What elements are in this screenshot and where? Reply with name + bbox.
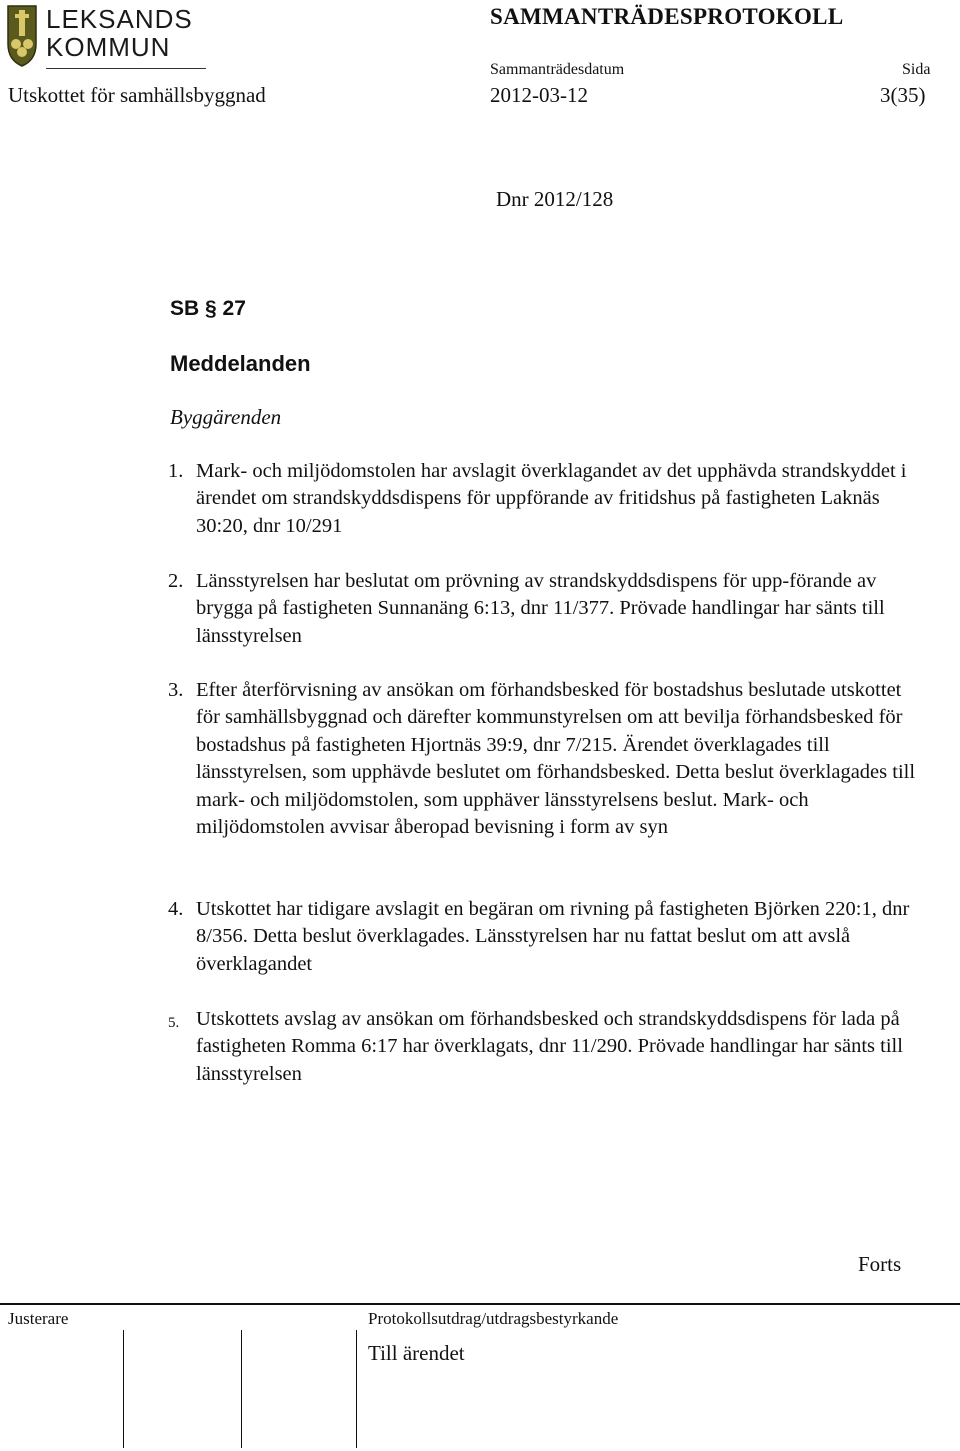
list-item — [168, 458, 918, 540]
list-item-number: 1. — [168, 460, 184, 482]
list-item-number: 3. — [168, 679, 184, 701]
case-number: Dnr 2012/128 — [496, 187, 614, 211]
page-number: 3(35) — [880, 83, 926, 107]
adjusters-label: Justerare — [8, 1309, 69, 1328]
logo-divider — [46, 68, 206, 69]
signature-box-divider — [356, 1330, 357, 1448]
list-item-number: 4. — [168, 898, 184, 920]
list-item-text: Efter återförvisning av ansökan om förhandsbesked för bostadshus beslutade utskottet för samhällsbyggnad och därefter kommunstyrelsen om att bevilja förhandsbesked för bostadshus på fastigheten Hjortnäs 39:9, dnr 7/215. Ärendet överklagades till länsstyrelsen, som upphävde beslutet om förhandsbesked. Detta beslut överklagades till mark- och miljödomstolen, som upphäver länsstyrelsens beslut. Mark- och miljödomstolen avvisar åberopad bevisning i form av syn — [196, 679, 916, 839]
list-item-number: 5. — [168, 1015, 180, 1031]
list-item-text: Länsstyrelsen har beslutat om prövning av strandskyddsdispens för upp-förande av brygga på fastigheten Sunnanäng 6:13, dnr 11/377. Prövade handlingar har sänts till länsstyrelsen — [196, 570, 885, 647]
to-case-label: Till ärendet — [368, 1341, 465, 1365]
section-heading: Meddelanden — [170, 351, 311, 376]
list-item-text: Utskottet har tidigare avslagit en begäran om rivning på fastigheten Björken 220:1, dnr 8/356. Detta beslut överklagades. Länsstyrelsen har nu fattat beslut om att avslå överklagandet — [196, 898, 910, 975]
list-item — [168, 568, 918, 650]
list-item-text: Mark- och miljödomstolen har avslagit överklagandet av det upphävda strandskyddet i ärendet om strandskyddsdispens för uppförande av fritidshus på fastigheten Laknäs 30:20, dnr 10/291 — [196, 460, 907, 537]
extract-certification-label: Protokollsutdrag/utdragsbestyrkande — [368, 1309, 619, 1328]
section-number: SB § 27 — [170, 297, 246, 320]
continued-label: Forts — [858, 1252, 902, 1276]
list-item — [168, 896, 918, 978]
list-item-number: 2. — [168, 570, 184, 592]
list-item — [168, 1006, 918, 1088]
list-item — [168, 677, 918, 841]
list-item-text: Utskottets avslag av ansökan om förhandsbesked och strandskyddsdispens för lada på fastigheten Romma 6:17 har överklagats, dnr 11/290. Prövade handlingar har sänts till länsstyrelsen — [196, 1008, 903, 1085]
meeting-date: 2012-03-12 — [490, 83, 588, 107]
logo-text-line1: LEKSANDS — [46, 4, 193, 34]
signature-box-divider — [123, 1330, 124, 1448]
municipality-logo — [6, 4, 206, 70]
coat-of-arms-icon — [6, 4, 38, 68]
subheading: Byggärenden — [170, 405, 282, 429]
meeting-date-label: Sammanträdesdatum — [490, 61, 625, 78]
committee-name: Utskottet för samhällsbyggnad — [8, 83, 266, 107]
page-label: Sida — [902, 61, 931, 78]
logo-text-line2: KOMMUN — [46, 32, 171, 62]
footer-divider — [0, 1303, 960, 1305]
document-title: SAMMANTRÄDESPROTOKOLL — [490, 4, 844, 29]
signature-box-divider — [241, 1330, 242, 1448]
